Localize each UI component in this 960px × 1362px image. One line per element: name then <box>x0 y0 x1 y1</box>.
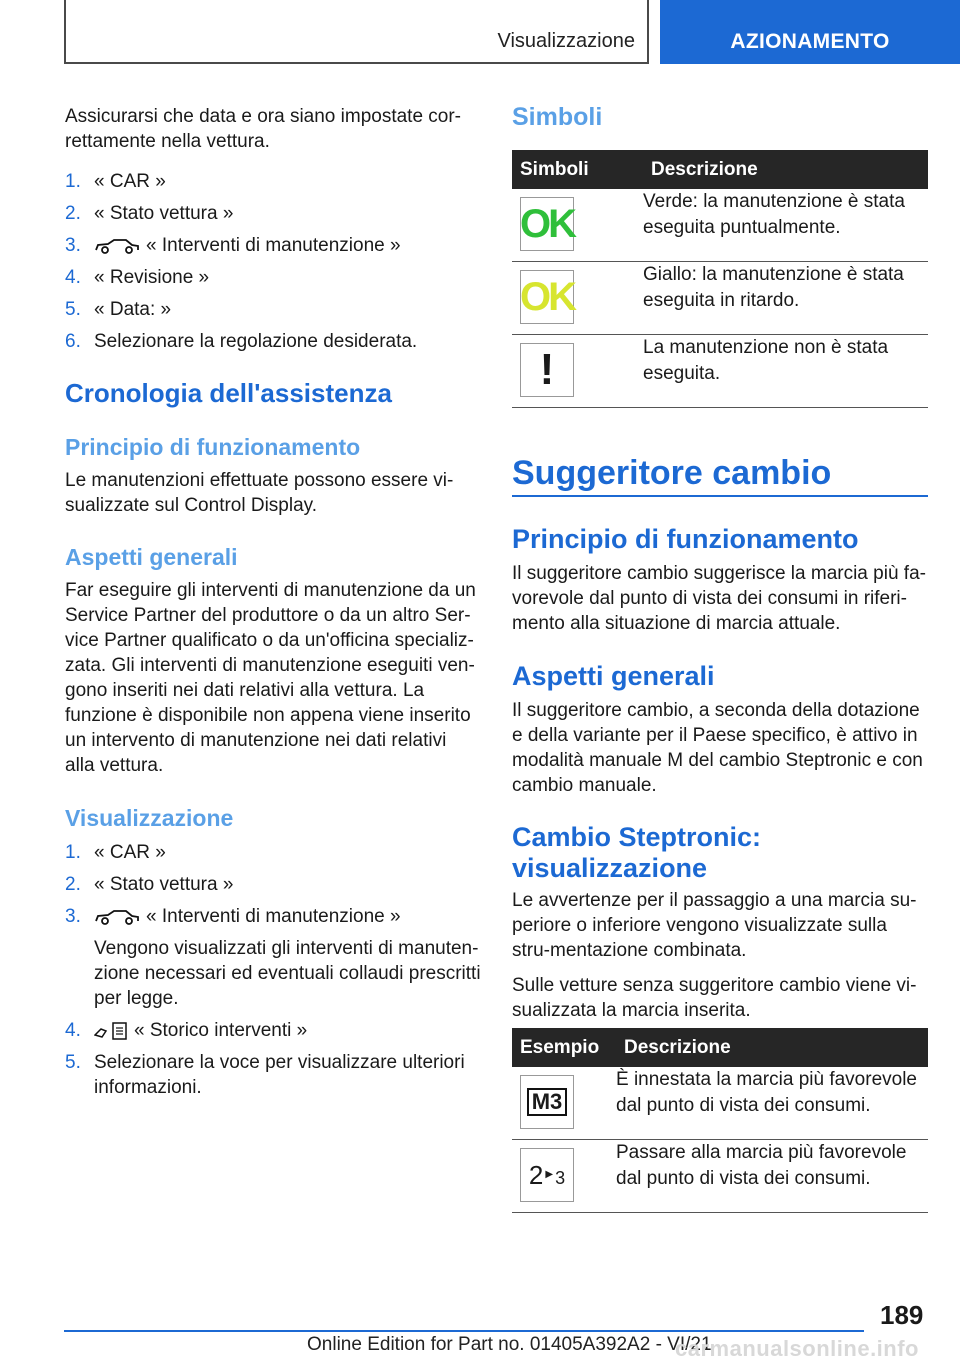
step-text: « Interventi di manutenzione » <box>146 906 401 927</box>
exclamation-symbol: ! <box>539 345 555 394</box>
paragraph-steptronic-2: Sulle vetture senza suggeritore cambio viene vi-sualizzata la marcia inserita. <box>512 975 917 1021</box>
step-number: 4. <box>65 267 81 288</box>
table-header-cell: Simboli <box>512 150 643 189</box>
table-header-cell: Esempio <box>512 1028 616 1067</box>
paragraph-principio: Le manutenzioni effettuate possono essere vi-sualizzate sul Control Display. <box>65 470 454 516</box>
table-header-cell: Descrizione <box>643 150 928 189</box>
heading-principio-right: Principio di funzionamento <box>512 524 859 554</box>
header-chapter-tab <box>660 0 960 64</box>
heading-aspetti-right: Aspetti generali <box>512 661 715 691</box>
step-number: 3. <box>65 235 81 256</box>
step-number: 2. <box>65 874 81 895</box>
table-row <box>512 262 928 335</box>
step-note-text: Vengono visualizzati gli interventi di manuten-zione necessari ed eventuali collaudi prescritti per legge. <box>94 938 481 1009</box>
table-cell-description: Passare alla marcia più favorevole dal punto di vista dei consumi. <box>616 1140 928 1213</box>
heading-aspetti: Aspetti generali <box>65 544 238 570</box>
ok-green-icon <box>520 197 574 251</box>
heading-steptronic: Cambio Steptronic: visualizzazione <box>512 822 762 883</box>
paragraph-principio-right: Il suggeritore cambio suggerisce la marcia più fa-vorevole dal punto di vista dei consumi in riferi-mento alla situazione di marcia attuale. <box>512 563 926 634</box>
paragraph-steptronic-1: Le avvertenze per il passaggio a una marcia su-periore o inferiore vengono visualizzate sulla stru-mentazione combinata. <box>512 890 917 961</box>
step-text: « Data: » <box>94 299 172 320</box>
table-header-cell: Descrizione <box>616 1028 928 1067</box>
table-row <box>512 189 928 262</box>
page-number: 189 <box>880 1300 924 1330</box>
exclamation-icon <box>520 343 574 397</box>
step-number: 5. <box>65 299 81 320</box>
step-text: « Stato vettura » <box>94 203 234 224</box>
table-cell-description: La manutenzione non è stata eseguita. <box>643 335 928 408</box>
heading-visualizzazione: Visualizzazione <box>65 805 234 831</box>
shift-2-to-3-icon <box>520 1148 574 1202</box>
step-text: « Stato vettura » <box>94 874 234 895</box>
table-cell-description: Verde: la manutenzione è stata eseguita puntualmente. <box>643 189 928 262</box>
step-number: 3. <box>65 906 81 927</box>
car-service-icon <box>94 908 140 926</box>
table-row <box>512 1140 928 1213</box>
table-header-row <box>512 150 928 189</box>
ok-green-symbol: OK <box>520 202 574 246</box>
section-divider <box>512 495 928 497</box>
step-text: « Storico interventi » <box>134 1020 308 1041</box>
step-text: Selezionare la voce per visualizzare ulteriori informazioni. <box>94 1052 465 1098</box>
heading-cronologia: Cronologia dell'assistenza <box>65 378 392 408</box>
step-number: 2. <box>65 203 81 224</box>
step-number: 1. <box>65 171 81 192</box>
ok-yellow-symbol: OK <box>520 275 574 319</box>
header-section-box <box>64 0 649 64</box>
step-number: 5. <box>65 1052 81 1073</box>
step-text: Selezionare la regolazione desiderata. <box>94 331 418 352</box>
shift-from-gear: 2 <box>528 1160 544 1190</box>
step-text: « CAR » <box>94 842 166 863</box>
paragraph-aspetti-right: Il suggeritore cambio, a seconda della dotazione e della variante per il Paese specifico, è attivo in modalità manuale M del cambio Steptronic e con cambio manuale. <box>512 700 923 796</box>
car-service-icon <box>94 237 140 255</box>
gear-m3-symbol: M3 <box>527 1088 568 1116</box>
service-history-icon <box>94 1021 128 1041</box>
gear-examples-table <box>512 1028 928 1213</box>
step-text: « CAR » <box>94 171 166 192</box>
table-cell-description: È innestata la marcia più favorevole dal punto di vista dei consumi. <box>616 1067 928 1140</box>
heading-principio: Principio di funzionamento <box>65 434 361 460</box>
step-number: 1. <box>65 842 81 863</box>
header-section-title: Visualizzazione <box>497 30 635 52</box>
gear-m3-icon <box>520 1075 574 1129</box>
table-header-row <box>512 1028 928 1067</box>
header-chapter-title: AZIONAMENTO <box>730 30 890 53</box>
footer-edition: Online Edition for Part no. 01405A392A2 - VI/21 <box>307 1334 712 1355</box>
heading-simboli: Simboli <box>512 103 603 131</box>
step-number: 6. <box>65 331 81 352</box>
step-text: « Revisione » <box>94 267 210 288</box>
symbols-table <box>512 150 928 408</box>
ok-yellow-icon <box>520 270 574 324</box>
step-number: 4. <box>65 1020 81 1041</box>
table-cell-description: Giallo: la manutenzione è stata eseguita in ritardo. <box>643 262 928 335</box>
step-text: « Interventi di manutenzione » <box>146 235 401 256</box>
table-row <box>512 1067 928 1140</box>
footer-rule <box>64 1330 864 1332</box>
shift-arrow-icon: ▶ <box>545 1169 554 1180</box>
paragraph-aspetti: Far eseguire gli interventi di manutenzione da un Service Partner del produttore o da un altro Ser-vice Partner qualificato o da un'officina specializ-zata. Gli interventi di manutenzione eseguiti ven-gono inseriti nei dati relativi alla vettura. La funzione è disponibile non appena viene inserito un intervento di manutenzione nei dati relativi alla vettura. <box>65 580 476 776</box>
shift-to-gear: 3 <box>555 1168 566 1188</box>
watermark: carmanualsonline.info <box>675 1336 919 1361</box>
heading-suggeritore: Suggeritore cambio <box>512 454 832 492</box>
table-row <box>512 335 928 408</box>
intro-paragraph: Assicurarsi che data e ora siano impostate cor-rettamente nella vettura. <box>65 106 462 152</box>
